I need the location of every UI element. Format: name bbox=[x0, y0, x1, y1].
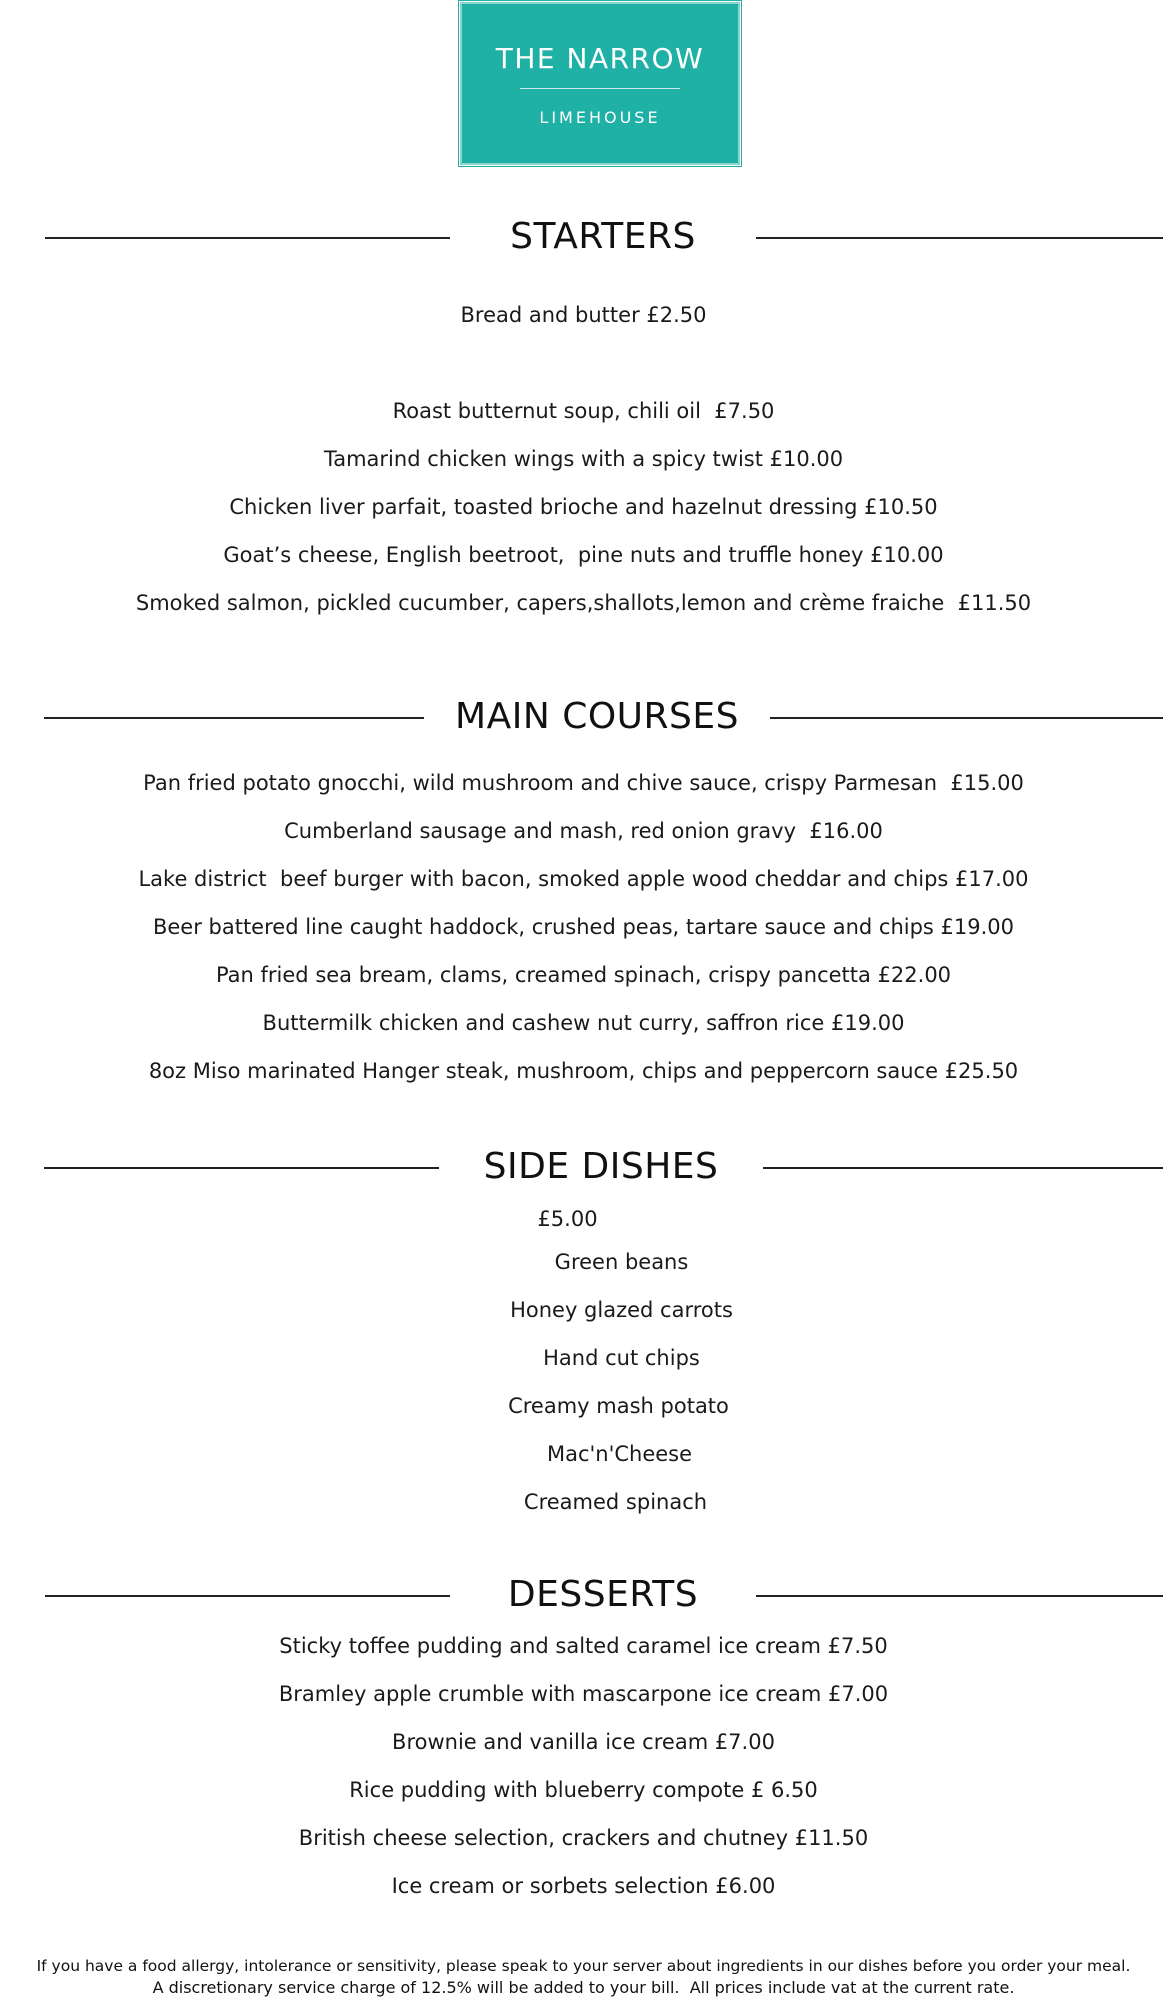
heading-rule-right bbox=[756, 1595, 1163, 1597]
menu-item: Pan fried sea bream, clams, creamed spinach, crispy pancetta £22.00 bbox=[215, 963, 952, 987]
section-title: STARTERS bbox=[510, 216, 696, 257]
menu-item: Goat’s cheese, English beetroot, pine nuts and truffle honey £10.00 bbox=[223, 543, 944, 567]
menu-item: Hand cut chips bbox=[543, 1346, 700, 1370]
menu-item: Bramley apple crumble with mascarpone ice cream £7.00 bbox=[278, 1682, 889, 1706]
menu-item: British cheese selection, crackers and chutney £11.50 bbox=[298, 1826, 869, 1850]
menu-item: Creamy mash potato bbox=[508, 1394, 729, 1418]
brand-name: THE NARROW bbox=[495, 42, 705, 75]
menu-item: Tamarind chicken wings with a spicy twist £10.00 bbox=[323, 447, 844, 471]
main-courses-heading bbox=[0, 692, 1167, 742]
heading-rule-right bbox=[756, 237, 1163, 239]
menu-item: Ice cream or sorbets selection £6.00 bbox=[391, 1874, 776, 1898]
menu-item: Smoked salmon, pickled cucumber, capers,shallots,lemon and crème fraiche £11.50 bbox=[135, 591, 1032, 615]
heading-rule-left bbox=[45, 1595, 450, 1597]
menu-item: Chicken liver parfait, toasted brioche and hazelnut dressing £10.50 bbox=[229, 495, 938, 519]
menu-item: Bread and butter £2.50 bbox=[460, 303, 707, 327]
menu-item: Mac'n'Cheese bbox=[546, 1442, 693, 1466]
side-dishes-price: £5.00 bbox=[537, 1207, 598, 1231]
menu-item: Pan fried potato gnocchi, wild mushroom and chive sauce, crispy Parmesan £15.00 bbox=[143, 771, 1024, 795]
menu-item: Honey glazed carrots bbox=[510, 1298, 733, 1322]
menu-item: Rice pudding with blueberry compote £ 6.50 bbox=[349, 1778, 818, 1802]
desserts-heading bbox=[0, 1570, 1167, 1620]
menu-item: Sticky toffee pudding and salted caramel ice cream £7.50 bbox=[279, 1634, 888, 1658]
heading-rule-right bbox=[770, 717, 1163, 719]
heading-rule-right bbox=[763, 1167, 1163, 1169]
menu-item: Creamed spinach bbox=[523, 1490, 708, 1514]
menu-item: Lake district beef burger with bacon, smoked apple wood cheddar and chips £17.00 bbox=[138, 867, 1029, 891]
heading-rule-left bbox=[45, 237, 450, 239]
side-dishes-heading bbox=[0, 1142, 1167, 1192]
menu-item: Cumberland sausage and mash, red onion gravy £16.00 bbox=[284, 819, 883, 843]
starters-heading bbox=[0, 212, 1167, 262]
heading-rule-left bbox=[44, 1167, 439, 1169]
brand-location: LIMEHOUSE bbox=[539, 108, 661, 127]
allergy-notice: If you have a food allergy, intolerance or sensitivity, please speak to your server about ingredients in our dishes before you order your meal. bbox=[36, 1957, 1131, 1975]
menu-item: 8oz Miso marinated Hanger steak, mushroom, chips and peppercorn sauce £25.50 bbox=[148, 1059, 1019, 1083]
menu-item: Green beans bbox=[554, 1250, 689, 1274]
section-title: MAIN COURSES bbox=[455, 696, 739, 737]
section-title: SIDE DISHES bbox=[483, 1146, 719, 1187]
brand-logo bbox=[460, 2, 740, 165]
service-charge-notice: A discretionary service charge of 12.5% will be added to your bill. All prices include vat at the current rate. bbox=[152, 1978, 1015, 1997]
menu-item: Roast butternut soup, chili oil £7.50 bbox=[392, 399, 775, 423]
menu-item: Brownie and vanilla ice cream £7.00 bbox=[392, 1730, 775, 1754]
section-title: DESSERTS bbox=[507, 1574, 699, 1615]
logo-divider bbox=[520, 88, 680, 89]
menu-item: Beer battered line caught haddock, crushed peas, tartare sauce and chips £19.00 bbox=[152, 915, 1015, 939]
menu-item: Buttermilk chicken and cashew nut curry, saffron rice £19.00 bbox=[262, 1011, 905, 1035]
heading-rule-left bbox=[44, 717, 424, 719]
